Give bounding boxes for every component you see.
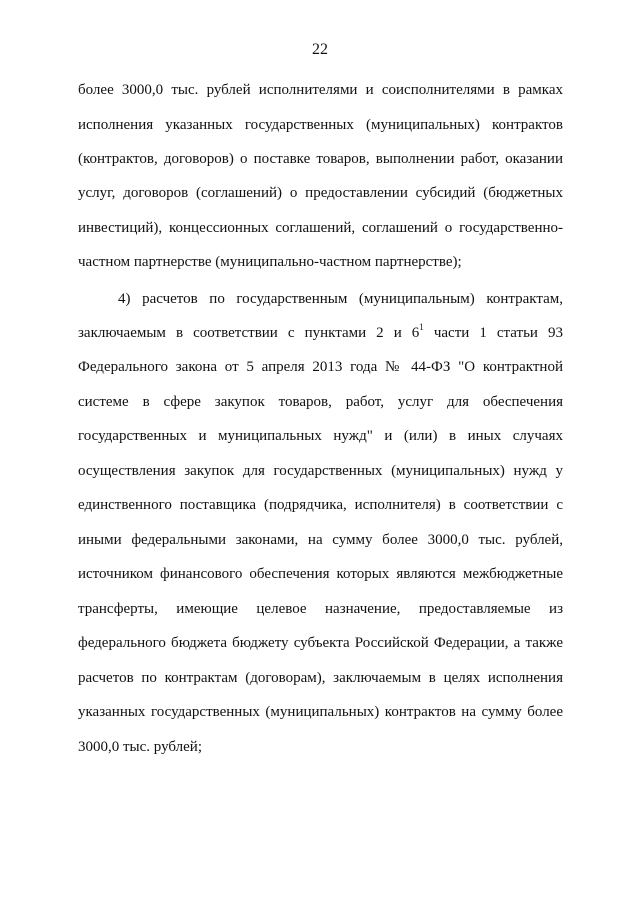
paragraph-2-line-3: Федерального закона от 5 апреля 2013 года № 44-ФЗ "О контрактной	[78, 359, 563, 375]
paragraph-2-line-12: расчетов по контрактам (договорам), заключаемым в целях исполнения	[78, 670, 563, 686]
paragraph-1-line-2: исполнения указанных государственных (муниципальных) контрактов	[78, 117, 563, 133]
paragraph-2-line-6: осуществления закупок для государственных (муниципальных) нужд у	[78, 463, 563, 479]
paragraph-2-line-1: 4) расчетов по государственным (муниципальным) контрактам,	[118, 291, 563, 307]
superscript-mark: 1	[419, 322, 424, 332]
paragraph-2-line-7: единственного поставщика (подрядчика, исполнителя) в соответствии с	[78, 497, 563, 513]
paragraph-2-line-9: источником финансового обеспечения которых являются межбюджетные	[78, 566, 563, 582]
paragraph-1-line-5: инвестиций), концессионных соглашений, соглашений о государственно-	[78, 220, 563, 236]
paragraph-2-line-11: федерального бюджета бюджету субъекта Российской Федерации, а также	[78, 635, 563, 651]
paragraph-2-line-2-text: заключаемым в соответствии с пунктами 2 и 6	[78, 325, 420, 341]
paragraph-2-line-2	[78, 323, 563, 343]
paragraph-2-line-2-tail: части 1 статьи 93	[423, 325, 563, 341]
paragraph-2-line-14: 3000,0 тыс. рублей;	[78, 739, 202, 755]
paragraph-2-line-10: трансферты, имеющие целевое назначение, предоставляемые из	[78, 601, 563, 617]
paragraph-2-line-8: иными федеральными законами, на сумму более 3000,0 тыс. рублей,	[78, 532, 563, 548]
paragraph-1-line-1: более 3000,0 тыс. рублей исполнителями и соисполнителями в рамках	[78, 82, 563, 98]
paragraph-2-line-5: государственных и муниципальных нужд" и (или) в иных случаях	[78, 428, 563, 444]
page-number: 22	[312, 41, 328, 58]
paragraph-2-line-13: указанных государственных (муниципальных) контрактов на сумму более	[78, 704, 563, 720]
paragraph-1-line-6: частном партнерстве (муниципально-частном партнерстве);	[78, 254, 462, 270]
paragraph-1-line-3: (контрактов, договоров) о поставке товаров, выполнении работ, оказании	[78, 151, 563, 167]
paragraph-2-line-4: системе в сфере закупок товаров, работ, услуг для обеспечения	[78, 394, 563, 410]
paragraph-1-line-4: услуг, договоров (соглашений) о предоставлении субсидий (бюджетных	[78, 185, 563, 201]
